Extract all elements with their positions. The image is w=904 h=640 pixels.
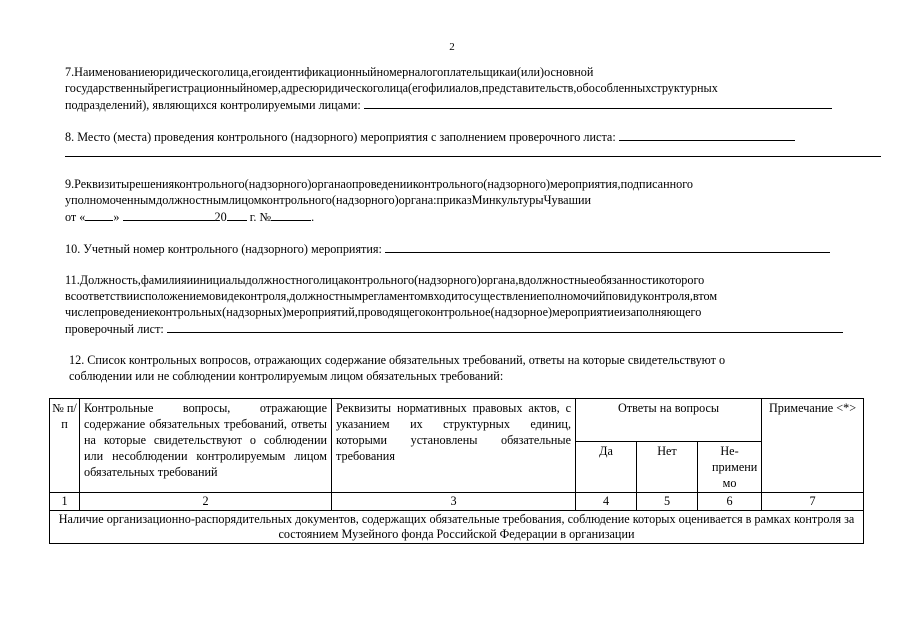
column-number: 1 xyxy=(50,493,80,511)
questions-column-header: Контрольные вопросы, отражающие содержание обязательных требований, ответы на которые свидетельствуют о соблюдении или несоблюдении контролируемым лицом обязательных требований xyxy=(80,399,332,493)
answer-not-applicable-header: Не-примени мо xyxy=(698,442,762,493)
word: его xyxy=(251,65,268,79)
word: лица, xyxy=(223,65,252,79)
word: государственный xyxy=(65,81,154,95)
word: входит xyxy=(427,289,463,303)
word: обязанности xyxy=(594,273,659,287)
word: (надзорного) xyxy=(483,177,551,191)
item-11-blank-field[interactable] xyxy=(167,320,843,333)
item-7-line-3 xyxy=(65,96,881,113)
word: (надзорного) xyxy=(414,273,481,287)
word: положением xyxy=(144,289,210,303)
word: заполняющего xyxy=(625,305,702,319)
word: налогоплательщика xyxy=(408,65,511,79)
item-9-line-1 xyxy=(65,176,881,192)
word: с xyxy=(139,289,145,303)
item-11-line-4 xyxy=(65,320,881,337)
item-10-paragraph xyxy=(65,240,881,257)
word: регистрационный xyxy=(153,81,247,95)
word: в xyxy=(518,273,524,287)
item-7-line-2 xyxy=(65,80,881,96)
column-number: 6 xyxy=(698,493,762,511)
word: контрольного xyxy=(174,177,245,191)
page-number: 2 xyxy=(449,41,455,53)
word: (надзорного) xyxy=(331,193,399,207)
word: контрольное xyxy=(425,305,491,319)
item-12-paragraph xyxy=(69,352,881,384)
item-11-label: проверочный лист: xyxy=(65,322,164,336)
item-11-paragraph xyxy=(65,272,881,337)
answers-group-header: Ответы на вопросы xyxy=(576,399,762,442)
word: обособленных xyxy=(576,81,651,95)
word: Минкультуры xyxy=(471,193,544,207)
word: лицом xyxy=(228,193,262,207)
word: проведении xyxy=(352,177,413,191)
word: Должность, xyxy=(79,273,141,287)
column-number: 3 xyxy=(332,493,576,511)
word: том xyxy=(698,289,718,303)
item-11-line-2 xyxy=(65,288,881,304)
column-number: 4 xyxy=(576,493,637,511)
word: проведение xyxy=(94,305,155,319)
table-header-row-1 xyxy=(50,399,864,442)
word: органа xyxy=(311,177,346,191)
word: юридического xyxy=(309,81,384,95)
item-12-line-1: 12. Список контрольных вопросов, отражающих содержание обязательных требований, ответы на которые свидетельствуют о xyxy=(69,353,726,367)
item-7-label: подразделений), являющихся контролируемыми лицами: xyxy=(65,98,361,112)
word: идентификационный xyxy=(267,65,377,79)
word: мероприятия, xyxy=(550,177,621,191)
word: о xyxy=(345,177,352,191)
word: виду xyxy=(618,289,643,303)
word: структурных xyxy=(650,81,718,95)
item-7-paragraph xyxy=(65,64,881,113)
word: и xyxy=(510,65,517,79)
word: 9. xyxy=(65,177,75,191)
word: (или) xyxy=(516,65,545,79)
item-10-blank-field[interactable] xyxy=(385,240,830,253)
word: представительств, xyxy=(481,81,577,95)
word: фамилия xyxy=(140,273,187,287)
word: полномочий xyxy=(541,289,606,303)
word: адрес xyxy=(280,81,310,95)
word: уполномоченным xyxy=(65,193,156,207)
word: контроля, xyxy=(642,289,693,303)
item-8-blank-line[interactable] xyxy=(65,156,881,157)
word: номер, xyxy=(246,81,281,95)
word: мероприятие xyxy=(552,305,620,319)
word: мероприятий, xyxy=(286,305,358,319)
item-8-line-1 xyxy=(65,128,881,145)
item-8-paragraph xyxy=(65,128,881,145)
word: виде xyxy=(215,289,240,303)
year-prefix: 20 xyxy=(214,210,227,224)
word: и xyxy=(619,305,626,319)
item-11-line-3 xyxy=(65,304,881,320)
column-number: 7 xyxy=(762,493,864,511)
word: контрольного xyxy=(412,177,484,191)
word: органа, xyxy=(480,273,519,287)
word: и xyxy=(186,273,194,287)
section-title-row xyxy=(50,511,864,544)
item-9-period: . xyxy=(311,210,315,224)
item-10-label: 10. Учетный номер контрольного (надзорного) мероприятия: xyxy=(65,242,382,256)
word: по xyxy=(605,289,619,303)
word: которого xyxy=(658,273,705,287)
word: (надзорное) xyxy=(490,305,553,319)
word: контрольного xyxy=(343,273,415,287)
word: лица xyxy=(383,81,409,95)
year-blank-field[interactable] xyxy=(227,208,247,221)
item-9-paragraph xyxy=(65,176,881,225)
item-12-line-2: соблюдении или не соблюдении контролируемым лицом обязательных требований: xyxy=(69,369,504,383)
item-7-blank-field[interactable] xyxy=(364,96,832,109)
word: должностным xyxy=(156,193,229,207)
month-blank-field[interactable] xyxy=(123,208,215,221)
word: органа: xyxy=(398,193,437,207)
column-number: 5 xyxy=(637,493,698,511)
item-9-line-3 xyxy=(65,208,881,225)
word: юридического xyxy=(150,65,224,79)
word: (его xyxy=(408,81,429,95)
word: приказ xyxy=(436,193,472,207)
word: должностным xyxy=(289,289,363,303)
requisites-column-header: Реквизиты нормативных правовых актов, с указанием их структурных единиц, которыми установлены обязательные требования xyxy=(332,399,576,493)
word: контроля, xyxy=(239,289,290,303)
word: должностного xyxy=(245,273,320,287)
order-number-blank-field[interactable] xyxy=(271,208,311,221)
word: осуществление xyxy=(462,289,542,303)
word: в xyxy=(692,289,699,303)
item-9-line-2 xyxy=(65,192,881,208)
column-number: 2 xyxy=(80,493,332,511)
checklist-table xyxy=(49,398,864,544)
word: номер xyxy=(376,65,409,79)
section-title: Наличие организационно-распорядительных документов, содержащих обязательные требования, соблюдение которых оценивается в рамках контроля за состоянием Музейного фонда Российской Федерации в организации xyxy=(50,511,864,544)
word: Реквизиты xyxy=(74,177,130,191)
word: 11. xyxy=(65,273,80,287)
word: о xyxy=(209,289,216,303)
item-11-line-1 xyxy=(65,272,881,288)
word: решения xyxy=(129,177,175,191)
word: подписанного xyxy=(620,177,693,191)
order-number-label: г. № xyxy=(249,210,272,224)
word: лица xyxy=(319,273,344,287)
word: контрольных xyxy=(154,305,223,319)
word: 7. xyxy=(65,65,75,79)
number-column-header: № п/п xyxy=(50,399,80,493)
answer-no-header: Нет xyxy=(637,442,698,493)
word: филиалов, xyxy=(428,81,482,95)
word: (надзорных) xyxy=(222,305,287,319)
item-7-line-1 xyxy=(65,64,881,80)
word: числе xyxy=(65,305,95,319)
word: проводящего xyxy=(357,305,426,319)
date-prefix: от « xyxy=(65,210,86,224)
word: инициалы xyxy=(193,273,246,287)
word: Чувашии xyxy=(543,193,592,207)
word: должностные xyxy=(523,273,595,287)
note-column-header: Примечание <*> xyxy=(762,399,864,493)
word: (надзорного) xyxy=(244,177,312,191)
day-blank-field[interactable] xyxy=(85,208,113,221)
word: основной xyxy=(544,65,594,79)
word: Наименование xyxy=(74,65,151,79)
item-10-line-1 xyxy=(65,240,881,257)
word: регламентом xyxy=(362,289,428,303)
item-8-blank-field[interactable] xyxy=(619,128,795,141)
column-numbers-row xyxy=(50,493,864,511)
word: контрольного xyxy=(261,193,332,207)
item-8-label: 8. Место (места) проведения контрольного (надзорного) мероприятия с заполнением проверочного листа: xyxy=(65,130,616,144)
word: соответствии xyxy=(70,289,140,303)
date-quote-close: » xyxy=(113,210,120,224)
word: в xyxy=(65,289,71,303)
answer-yes-header: Да xyxy=(576,442,637,493)
